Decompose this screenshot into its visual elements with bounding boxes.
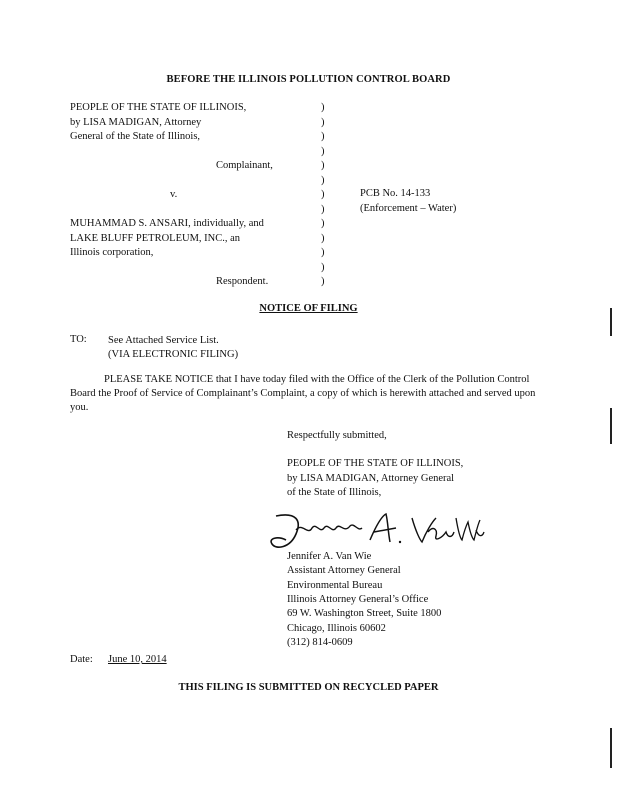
recipient-line-2: (VIA ELECTRONIC FILING) [108, 349, 239, 360]
caption-line-12 [70, 261, 273, 276]
caption-line-2: by LISA MADIGAN, Attorney [70, 116, 202, 128]
paren-6: ) [321, 174, 325, 186]
signer-office: Illinois Attorney General’s Office [287, 594, 429, 606]
caption-line-6 [70, 174, 273, 189]
case-type: (Enforcement – Water) [360, 202, 457, 214]
date-label: Date: [70, 654, 93, 665]
board-title: BEFORE THE ILLINOIS POLLUTION CONTROL BOARD [166, 74, 451, 85]
paren-7: ) [321, 189, 325, 200]
caption-line-4 [70, 145, 273, 160]
respondent-name-line-3: Illinois corporation, [70, 247, 154, 258]
recipient-line-1: See Attached Service List. [108, 335, 219, 346]
paren-5: ) [321, 160, 325, 171]
caption-line-8 [70, 203, 273, 218]
signer-street: 69 W. Washington Street, Suite 1800 [287, 608, 442, 620]
case-number-block [360, 187, 456, 216]
party-line-1: PEOPLE OF THE STATE OF ILLINOIS, [287, 458, 464, 470]
filing-date [70, 654, 167, 665]
paren-3: ) [321, 131, 325, 142]
scan-artifact-line [610, 308, 612, 336]
signer-city: Chicago, Illinois 60602 [287, 622, 386, 634]
caption-parentheses [321, 101, 325, 290]
notice-heading: NOTICE OF FILING [259, 303, 358, 314]
paren-10: ) [321, 232, 325, 244]
respondent-label: Respondent. [216, 276, 269, 287]
paren-2: ) [321, 116, 325, 128]
versus-label: v. [170, 189, 178, 200]
caption-line-3: General of the State of Illinois, [70, 131, 201, 142]
case-number: PCB No. 14-133 [360, 188, 431, 199]
respondent-name-line-1: MUHAMMAD S. ANSARI, individually, and [70, 218, 264, 229]
caption-line-1: PEOPLE OF THE STATE OF ILLINOIS, [70, 102, 247, 113]
signer-name: Jennifer A. Van Wie [287, 551, 372, 563]
paren-4: ) [321, 145, 325, 157]
to-label: TO: [70, 334, 87, 345]
signer-bureau: Environmental Bureau [287, 579, 383, 591]
paren-11: ) [321, 247, 325, 258]
case-caption [70, 101, 273, 290]
complainant-label: Complainant, [216, 160, 273, 171]
paren-9: ) [321, 218, 325, 229]
scan-artifact-line [610, 728, 612, 768]
signer-phone: (312) 814-0609 [287, 636, 353, 648]
paren-1: ) [321, 102, 325, 113]
notice-body: PLEASE TAKE NOTICE that I have today filed with the Office of the Clerk of the Pollution Control Board the Proof of Service of Complainant’s Complaint, a copy of which is herewith attached and served upon you. [70, 374, 536, 413]
party-line-2: by LISA MADIGAN, Attorney General [287, 472, 455, 484]
party-line-3: of the State of Illinois, [287, 486, 382, 498]
paren-8: ) [321, 203, 325, 215]
respondent-name-line-2: LAKE BLUFF PETROLEUM, INC., an [70, 232, 241, 244]
scan-artifact-line [610, 408, 612, 444]
recipients [108, 334, 238, 362]
paren-12: ) [321, 261, 325, 273]
signature-icon [266, 508, 486, 554]
paren-13: ) [321, 276, 325, 287]
signer-title: Assistant Attorney General [287, 565, 401, 577]
recycled-paper-notice: THIS FILING IS SUBMITTED ON RECYCLED PAPER [178, 682, 439, 693]
closing: Respectfully submitted, [287, 430, 387, 441]
date-value: June 10, 2014 [108, 654, 167, 665]
handwritten-signature [266, 508, 486, 557]
